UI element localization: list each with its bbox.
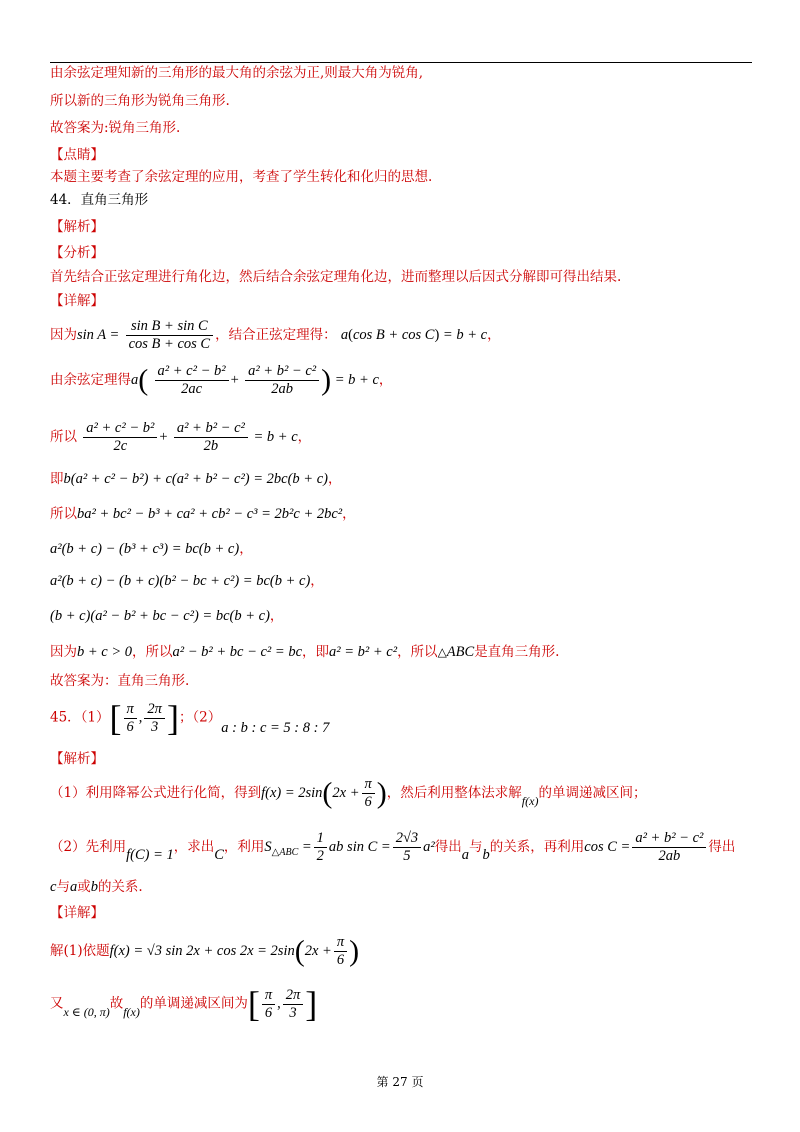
text-line: 故答案为：直角三角形. bbox=[50, 673, 190, 689]
text-line: 故答案为:锐角三角形. bbox=[50, 120, 181, 136]
formula-line: a²(b + c) − (b³ + c³) = bc(b + c)， bbox=[50, 541, 253, 557]
formula-line: c与a或b的关系. bbox=[50, 879, 143, 895]
formula-line: 因为sin A = $\frac{\text{sin B + sin C}}{\text{cos B + cos C}}$ ，结合正弦定理得： a(cos B + cos C) = b + c， bbox=[50, 318, 501, 352]
formula-line: 即b(a² + c² − b²) + c(a² + b² − c²) = 2bc(b + c)， bbox=[50, 471, 342, 487]
formula-line: 所以 $\frac{\text{a² + c² − b²}}{2c}$ + $\frac{\text{a² + b² − c²}}{2b}$ = b + c， bbox=[50, 420, 312, 454]
formula-line: （2）先利用f(C) = 1，求出C，利用$S_{\triangle ABC}$ = $\frac{1}{2}$ ab sin C = $\frac{2√3}{5}$ a²得出a与b的关系，再利用cos C = $\frac{\text{a² + b² − c²}}{2ab}$ 得出 bbox=[50, 830, 736, 864]
section-heading: 【解析】 bbox=[50, 219, 104, 235]
formula-line: 因为b + c > 0，所以a² − b² + bc − c² = bc，即a² = b² + c²，所以△ABC是直角三角形. bbox=[50, 644, 560, 660]
formula-line: a²(b + c) − (b + c)(b² − bc + c²) = bc(b + c)， bbox=[50, 573, 324, 589]
formula-line: （1）利用降幂公式进行化简，得到f(x) = 2sin(2x + $\frac{\pi}{6}$ )，然后利用整体法求解f(x)的单调递减区间； bbox=[50, 776, 647, 810]
question-45-title: 45．（1）[ $\frac{\pi}{6}$ , $\frac{2\pi}{3}$ ]；（2）a : b : c = 5 : 8 : 7 bbox=[50, 698, 330, 738]
formula-line: (b + c)(a² − b² + bc − c²) = bc(b + c)， bbox=[50, 608, 284, 624]
text-line: 由余弦定理知新的三角形的最大角的余弦为正,则最大角为锐角, bbox=[50, 65, 424, 81]
formula-line: 由余弦定理得a( $\frac{\text{a² + c² − b²}}{2ac}$ + $\frac{\text{a² + b² − c²}}{2ab}$ ) = b + c， bbox=[50, 363, 393, 397]
page-number: 第 27 页 bbox=[376, 1075, 424, 1089]
section-heading: 【解析】 bbox=[50, 751, 104, 767]
text-line: 本题主要考查了余弦定理的应用，考查了学生转化和化归的思想. bbox=[50, 169, 433, 185]
text-line: 首先结合正弦定理进行角化边，然后结合余弦定理角化边，进而整理以后因式分解即可得出结果. bbox=[50, 269, 622, 285]
header-rule bbox=[50, 62, 752, 63]
section-heading: 【分析】 bbox=[50, 245, 104, 261]
text-line: 所以新的三角形为锐角三角形. bbox=[50, 93, 230, 109]
section-heading: 【点睛】 bbox=[50, 147, 104, 163]
section-heading: 【详解】 bbox=[50, 905, 104, 921]
formula-line: 所以ba² + bc² − b³ + ca² + cb² − c³ = 2b²c + 2bc²， bbox=[50, 506, 356, 522]
formula-line: 又x ∈ (0, π)故f(x)的单调递减区间为[ $\frac{\pi}{6}$ , $\frac{2\pi}{3}$ ] bbox=[50, 984, 318, 1024]
question-44-title: 44．直角三角形 bbox=[50, 192, 149, 208]
formula-line: 解(1)依题f(x) = √3 sin 2x + cos 2x = 2sin(2x + $\frac{\pi}{6}$ ) bbox=[50, 934, 360, 968]
section-heading: 【详解】 bbox=[50, 293, 104, 309]
